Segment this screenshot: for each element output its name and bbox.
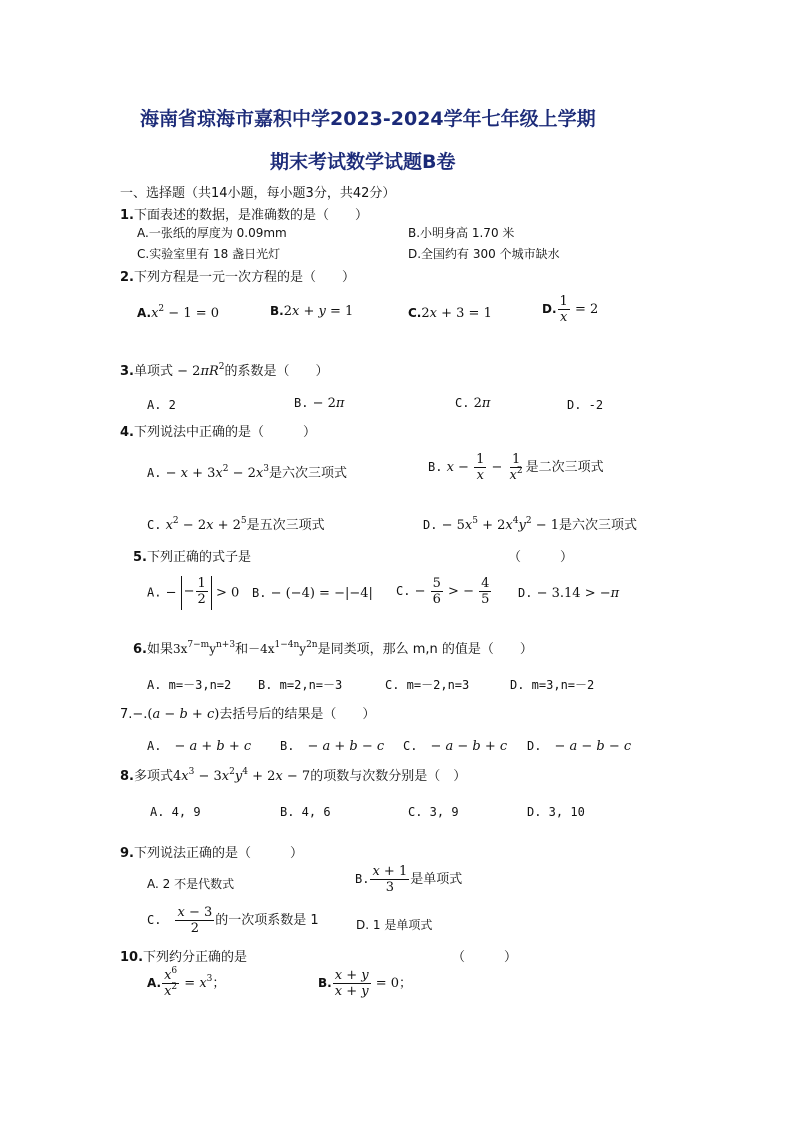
- option-6b: B. m=2,n=－3: [258, 678, 343, 692]
- option-label: D.: [518, 586, 533, 600]
- option-4c: C. $x^2 - 2x + 2^5$是五次三项式: [147, 516, 325, 533]
- option-8a: A. 4, 9: [150, 805, 201, 819]
- option-3a: A. 2: [147, 398, 176, 412]
- option-6a: A. m=－3,n=2: [147, 678, 232, 692]
- question-number: 8.: [120, 769, 134, 784]
- option-label: C.: [403, 739, 418, 753]
- option-1d: D.全国约有 300 个城市缺水: [408, 247, 560, 261]
- option-3c: C. 2π: [455, 396, 491, 411]
- option-9c: C. $\frac{x - 3}{2}$ 的一次项系数是 1: [147, 905, 319, 936]
- option-10b: B. $\frac{x + y}{x + y}$ = 0；: [318, 968, 413, 999]
- option-2d: D. $\frac{1}{x}$ = 2: [542, 294, 599, 325]
- question-number: 5.: [133, 550, 147, 565]
- option-label: B.: [355, 872, 370, 886]
- question-2: [120, 266, 355, 285]
- question-4: [120, 421, 316, 440]
- option-8c: C. 3, 9: [408, 805, 459, 819]
- question-5-paren: （ ）: [508, 550, 574, 565]
- question-number: 1.: [120, 208, 134, 223]
- option-text: 是五次三项式: [246, 518, 325, 533]
- question-stem: 下列说法正确的是（ ）: [133, 846, 303, 861]
- option-1c: C.实验室里有 18 盏日光灯: [137, 247, 281, 261]
- option-5d: D. − 3.14 > −π: [518, 586, 620, 601]
- option-7a: A. − a + b + c: [147, 739, 252, 754]
- question-number: 2.: [120, 270, 134, 285]
- question-stem-post: 是同类项，那么 m,n 的值是（ ）: [317, 642, 533, 657]
- option-label: D.: [527, 739, 542, 753]
- option-label: A.: [147, 585, 162, 600]
- question-stem-post: 的项数与次数分别是（ ）: [310, 769, 467, 784]
- option-label: A.: [147, 739, 162, 753]
- option-label: A.: [137, 306, 152, 320]
- semicolon: ；: [212, 976, 226, 991]
- option-label: D.: [542, 302, 557, 316]
- option-4d: D. − $5x^5 + 2x^4y^2 - 1$是六次三项式: [423, 516, 638, 533]
- option-text: 的一次项系数是 1: [215, 913, 319, 928]
- option-1a: A.一张纸的厚度为 0.09mm: [137, 226, 287, 240]
- option-7d: D. − a − b − c: [527, 739, 632, 754]
- section-header: 一、选择题（共14小题，每小题3分，共42分）: [120, 186, 396, 201]
- option-6d: D. m=3,n=－2: [510, 678, 595, 692]
- question-number: 4.: [120, 425, 134, 440]
- question-stem-pre: 多项式: [133, 769, 173, 784]
- option-6c: C. m=－2,n=3: [385, 678, 470, 692]
- option-label: C.: [147, 913, 162, 927]
- option-label: A.: [147, 466, 162, 480]
- option-7c: C. − a − b + c: [403, 739, 508, 754]
- option-label: B.: [270, 304, 284, 318]
- question-number: 9.: [120, 846, 134, 861]
- question-stem-mid: 和: [235, 642, 249, 657]
- semicolon: ；: [399, 976, 413, 991]
- question-3: 3.单项式 − $2\pi R^2$的系数是（ ）: [120, 362, 329, 379]
- question-7: 7.−.(a − b + c)去括号后的结果是（ ）: [120, 707, 376, 722]
- exam-title-line1: 海南省琼海市嘉积中学2023-2024学年七年级上学期: [140, 108, 596, 130]
- question-stem-post: 的系数是（ ）: [224, 364, 329, 379]
- option-label: A.: [147, 976, 162, 990]
- question-9: [120, 842, 303, 861]
- option-5a: A. − − $\frac{1}{2}$ > 0: [147, 576, 239, 610]
- option-label: C.: [408, 306, 422, 320]
- option-label: C.: [396, 584, 411, 598]
- option-7b: B. − a + b − c: [280, 739, 385, 754]
- option-label: C.: [455, 396, 470, 410]
- option-2c: C.2x + 3 = 1: [408, 306, 492, 321]
- question-6: 6.如果$3x^{7-m}y^{n+3}$和$-4x^{1-4n}y^{2n}$是同类项，那么 m,n 的值是（ ）: [133, 640, 533, 657]
- option-4a: A. − $x + 3x^2 - 2x^3$是六次三项式: [147, 464, 348, 481]
- question-8: 8.多项式$4x^3 - 3x^2y^4 + 2x - 7$的项数与次数分别是（ ）: [120, 767, 467, 784]
- option-text: 是单项式: [410, 872, 463, 887]
- option-9a: A. 2 不是代数式: [147, 877, 235, 891]
- question-number: 10.: [120, 950, 144, 965]
- option-5b: B. − (−4) = −|−4|: [252, 586, 373, 601]
- option-label: B.: [428, 460, 443, 474]
- question-stem: 下列说法中正确的是（ ）: [133, 425, 316, 440]
- option-2b: B.2x + y = 1: [270, 304, 354, 319]
- option-label: D.: [423, 518, 438, 532]
- question-stem: 下列约分正确的是: [143, 950, 248, 965]
- question-stem: 下列方程是一元一次方程的是（ ）: [133, 270, 355, 285]
- option-label: B.: [318, 976, 332, 990]
- option-3d: D. -2: [567, 398, 604, 412]
- option-label: B.: [294, 396, 309, 410]
- option-text: 是六次三项式: [559, 518, 638, 533]
- option-9d: D. 1 是单项式: [356, 918, 433, 932]
- question-1: [120, 204, 368, 223]
- question-number: 6.: [133, 642, 147, 657]
- option-5c: C. − $\frac{5}{6}$ > − $\frac{4}{5}$: [396, 576, 490, 607]
- question-number: 7.: [120, 707, 133, 722]
- option-9b: B. $\frac{x + 1}{3}$ 是单项式: [355, 864, 463, 895]
- option-text: 是二次三项式: [525, 460, 604, 475]
- question-stem-pre: 如果: [146, 642, 173, 657]
- option-1b: B.小明身高 1.70 米: [408, 226, 515, 240]
- option-3b: B. − 2π: [294, 396, 345, 411]
- question-5: [133, 546, 251, 565]
- option-label: B.: [280, 739, 295, 753]
- exam-title-line2: 期末考试数学试题B卷: [270, 151, 456, 173]
- question-stem-pre: 单项式: [133, 364, 173, 379]
- question-10: [120, 946, 247, 965]
- option-8b: B. 4, 6: [280, 805, 331, 819]
- option-label: C.: [147, 518, 162, 532]
- option-2a: $A.x^2 - 1 = 0$: [137, 304, 220, 321]
- option-label: B.: [252, 586, 267, 600]
- question-stem-post: 去括号后的结果是（ ）: [219, 707, 376, 722]
- question-stem: 下面表述的数据，是准确数的是（ ）: [133, 208, 368, 223]
- option-text: 是六次三项式: [269, 466, 348, 481]
- question-number: 3.: [120, 364, 134, 379]
- option-4b: B. x − $\frac{1}{x}$ − $\frac{1}{x^2}$ 是二次三项式: [428, 452, 604, 483]
- question-10-paren: （ ）: [452, 950, 518, 965]
- question-stem: 下列正确的式子是: [146, 550, 251, 565]
- option-8d: D. 3, 10: [527, 805, 585, 819]
- option-10a: A. $\frac{x^6}{x^2}$ = $x^3$；: [147, 966, 226, 999]
